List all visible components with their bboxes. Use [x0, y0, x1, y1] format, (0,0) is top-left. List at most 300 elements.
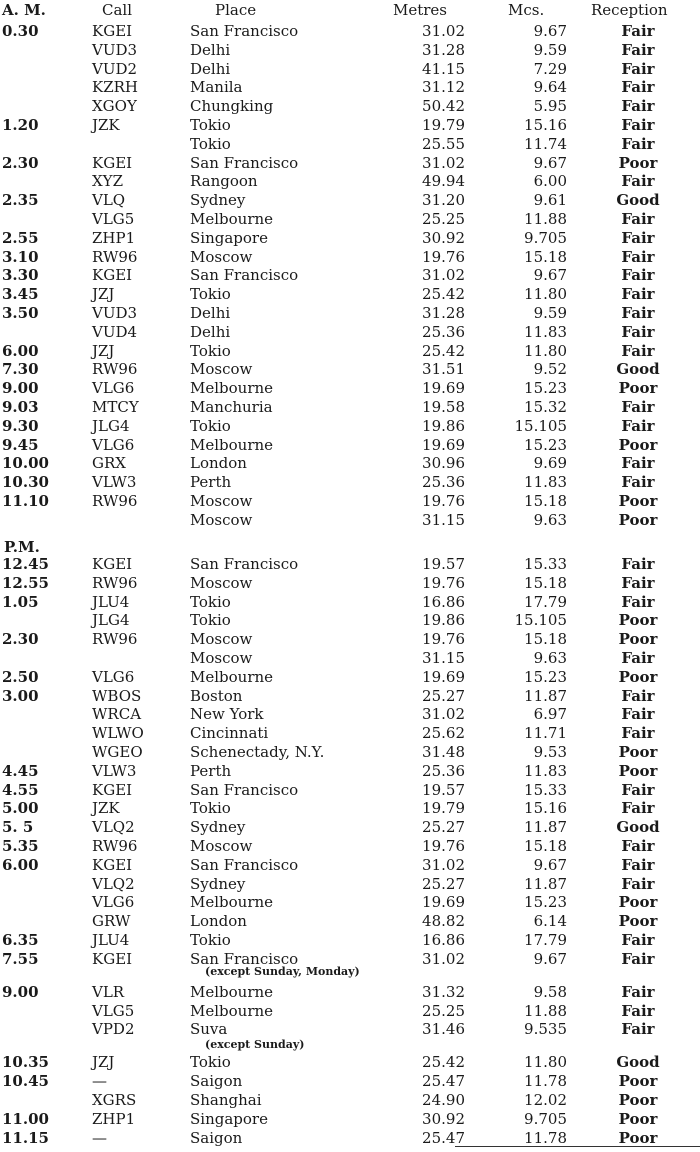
schedule-row	[0, 323, 700, 342]
mcs-cell: 12.02	[524, 1091, 567, 1109]
time-cell: 10.00	[2, 454, 49, 473]
metres-cell: 31.12	[422, 78, 465, 97]
reception-cell: Poor	[618, 743, 658, 761]
reception-cell: Fair	[621, 416, 655, 435]
reception-cell: Fair	[621, 172, 655, 191]
reception-cell: Fair	[621, 116, 655, 134]
mcs-cell: 15.105	[514, 611, 567, 630]
reception-cell: Fair	[621, 247, 655, 266]
schedule-row	[0, 705, 700, 724]
schedule-row	[0, 649, 700, 668]
reception-cell: Fair	[621, 454, 655, 473]
place-cell: Tokio	[190, 341, 231, 360]
metres-cell: 25.42	[422, 341, 465, 360]
call-cell: VLQ	[92, 191, 126, 210]
place-cell: Delhi	[190, 59, 231, 78]
reception-cell: Fair	[621, 1020, 655, 1039]
place-cell: Tokio	[190, 931, 231, 949]
mcs-cell: 11.87	[524, 874, 567, 893]
mcs-cell: 11.71	[524, 724, 567, 743]
call-cell: WBOS	[92, 686, 142, 705]
place-cell: San Francisco	[190, 153, 299, 172]
schedule-row	[0, 555, 700, 574]
bottom-rule	[455, 1146, 700, 1147]
mcs-cell: 9.69	[533, 454, 567, 473]
mcs-cell: 9.67	[533, 153, 567, 172]
mcs-cell: 11.87	[524, 686, 567, 705]
metres-cell: 19.79	[422, 116, 465, 134]
schedule-row	[0, 379, 700, 398]
schedule-row	[0, 611, 700, 630]
call-cell: VLR	[92, 982, 125, 1001]
time-cell: 10.45	[2, 1072, 49, 1091]
schedule-row	[0, 668, 700, 687]
mcs-cell: 15.18	[524, 837, 567, 855]
schedule-row	[0, 781, 700, 800]
am-header: A. M.	[2, 1, 46, 19]
metres-cell: 31.02	[422, 705, 465, 724]
place-cell: Schenectady, N.Y.	[190, 743, 325, 761]
place-cell: Tokio	[190, 592, 231, 611]
schedule-row	[0, 630, 700, 649]
time-cell: 5.35	[2, 837, 39, 855]
schedule-row	[0, 574, 700, 593]
metres-cell: 24.90	[422, 1091, 465, 1109]
mcs-cell: 9.64	[533, 78, 567, 97]
place-cell: Moscow	[190, 492, 253, 510]
schedule-row	[0, 1110, 700, 1129]
time-cell: 10.35	[2, 1053, 49, 1072]
metres-cell: 25.47	[422, 1128, 465, 1147]
reception-cell: Good	[616, 360, 660, 379]
schedule-row	[0, 22, 700, 41]
reception-cell: Fair	[621, 266, 655, 285]
metres-cell: 25.62	[422, 724, 465, 743]
time-cell: 0.30	[2, 22, 39, 40]
reception-cell: Fair	[621, 649, 655, 667]
mcs-cell: 11.88	[524, 1001, 567, 1020]
call-cell: VUD2	[92, 59, 138, 78]
reception-cell: Fair	[621, 949, 655, 968]
place-cell: New York	[190, 705, 264, 724]
metres-cell: 31.02	[422, 949, 465, 968]
reception-cell: Fair	[621, 799, 655, 818]
metres-cell: 25.36	[422, 473, 465, 492]
time-cell: 3.45	[2, 285, 39, 304]
time-cell: 3.10	[2, 247, 39, 266]
metres-cell: 19.57	[422, 555, 465, 573]
metres-cell: 25.55	[422, 134, 465, 153]
metres-cell: 31.46	[422, 1020, 465, 1039]
place-cell: Tokio	[190, 134, 231, 153]
reception-cell: Fair	[621, 592, 655, 611]
schedule-row	[0, 135, 700, 154]
time-cell: 9.00	[2, 379, 39, 398]
time-cell: 6.00	[2, 855, 39, 874]
place-cell: San Francisco	[190, 555, 299, 573]
mcs-cell: 9.535	[524, 1020, 567, 1039]
place-cell: Tokio	[190, 1053, 231, 1072]
place-cell: Moscow	[190, 360, 253, 379]
place-cell: Tokio	[190, 611, 231, 630]
call-cell: JLG4	[92, 611, 130, 630]
schedule-row	[0, 1091, 700, 1110]
place-cell: Moscow	[190, 630, 253, 649]
call-cell: VUD4	[92, 322, 138, 341]
mcs-cell: 9.67	[533, 266, 567, 285]
mcs-cell: 15.18	[524, 247, 567, 266]
metres-cell: 31.02	[422, 855, 465, 874]
schedule-row	[0, 266, 700, 285]
reception-cell: Fair	[621, 322, 655, 341]
call-cell: WRCA	[92, 705, 142, 724]
place-cell: Delhi	[190, 304, 231, 322]
schedule-row	[0, 983, 700, 1002]
schedule-row	[0, 360, 700, 379]
mcs-cell: 15.23	[524, 893, 567, 912]
reception-header: Reception	[591, 1, 668, 19]
metres-cell: 31.15	[422, 649, 465, 667]
metres-cell: 25.27	[422, 874, 465, 893]
mcs-cell: 9.67	[533, 22, 567, 40]
call-cell: JZK	[92, 116, 120, 134]
place-cell: Manchuria	[190, 398, 273, 416]
metres-cell: 25.36	[422, 322, 465, 341]
schedule-row	[0, 116, 700, 135]
reception-cell: Fair	[621, 228, 655, 247]
schedule-row	[0, 762, 700, 781]
schedule-row	[0, 1020, 700, 1039]
mcs-cell: 9.63	[533, 510, 567, 529]
place-cell: Sydney	[190, 818, 246, 837]
schedule-row	[0, 342, 700, 361]
metres-cell: 30.92	[422, 228, 465, 247]
reception-cell: Poor	[618, 611, 658, 630]
call-cell: MTCY	[92, 398, 139, 416]
mcs-cell: 11.80	[524, 341, 567, 360]
metres-cell: 50.42	[422, 97, 465, 116]
reception-cell: Fair	[621, 78, 655, 97]
place-cell: San Francisco	[190, 949, 299, 968]
place-cell: Suva	[190, 1020, 228, 1039]
call-cell: RW96	[92, 360, 138, 379]
reception-cell: Fair	[621, 22, 655, 40]
metres-cell: 19.69	[422, 893, 465, 912]
mcs-cell: 15.23	[524, 667, 567, 686]
reception-cell: Poor	[618, 153, 658, 172]
place-cell: Melbourne	[190, 982, 274, 1001]
schedule-row	[0, 41, 700, 60]
reception-cell: Fair	[621, 1001, 655, 1020]
schedule-row	[0, 1053, 700, 1072]
place-cell: Sydney	[190, 191, 246, 210]
place-header: Place	[215, 1, 257, 19]
place-cell: Perth	[190, 473, 232, 492]
reception-cell: Fair	[621, 837, 655, 855]
call-cell: JZK	[92, 799, 120, 818]
schedule-row	[0, 511, 700, 530]
place-cell: Moscow	[190, 510, 253, 529]
call-cell: ZHP1	[92, 228, 136, 247]
metres-cell: 16.86	[422, 592, 465, 611]
call-cell: VLQ2	[92, 818, 135, 837]
schedule-row	[0, 837, 700, 856]
call-cell: RW96	[92, 837, 138, 855]
place-cell: Melbourne	[190, 210, 274, 228]
call-cell: XGOY	[92, 97, 137, 116]
metres-cell: 48.82	[422, 912, 465, 931]
schedule-row	[0, 229, 700, 248]
time-cell: 11.10	[2, 492, 49, 510]
mcs-cell: 9.58	[533, 982, 567, 1001]
reception-cell: Poor	[618, 667, 658, 686]
mcs-cell: 11.80	[524, 285, 567, 304]
metres-cell: 41.15	[422, 59, 465, 78]
reception-cell: Poor	[618, 1091, 658, 1109]
time-cell: 4.45	[2, 761, 39, 780]
call-cell: —	[92, 1072, 107, 1091]
schedule-row	[0, 593, 700, 612]
place-cell: Melbourne	[190, 667, 274, 686]
metres-cell: 19.76	[422, 837, 465, 855]
reception-cell: Poor	[618, 1109, 658, 1128]
metres-cell: 25.47	[422, 1072, 465, 1091]
mcs-header: Mcs.	[508, 1, 545, 19]
place-cell: Tokio	[190, 285, 231, 304]
metres-cell: 30.96	[422, 454, 465, 473]
metres-cell: 19.76	[422, 630, 465, 649]
time-cell: 9.03	[2, 398, 39, 416]
time-cell: 3.50	[2, 304, 39, 322]
metres-cell: 31.02	[422, 22, 465, 40]
call-cell: WGEO	[92, 743, 143, 761]
call-cell: GRW	[92, 912, 131, 931]
time-cell: 1.05	[2, 592, 39, 611]
time-cell: 2.35	[2, 191, 39, 210]
call-cell: VUD3	[92, 304, 138, 322]
time-cell: 5. 5	[2, 818, 34, 837]
reception-cell: Fair	[621, 555, 655, 573]
schedule-row	[0, 248, 700, 267]
time-cell: 3.30	[2, 266, 39, 285]
metres-cell: 19.58	[422, 398, 465, 416]
reception-cell: Good	[616, 818, 660, 837]
metres-cell: 31.28	[422, 40, 465, 59]
reception-cell: Poor	[618, 1128, 658, 1147]
metres-cell: 19.69	[422, 667, 465, 686]
place-cell: San Francisco	[190, 22, 299, 40]
call-cell: RW96	[92, 492, 138, 510]
reception-cell: Fair	[621, 780, 655, 799]
reception-cell: Fair	[621, 705, 655, 724]
call-cell: VLG5	[92, 210, 135, 228]
mcs-cell: 15.18	[524, 573, 567, 592]
schedule-row	[0, 398, 700, 417]
place-cell: Melbourne	[190, 893, 274, 912]
mcs-cell: 17.79	[524, 592, 567, 611]
reception-cell: Poor	[618, 912, 658, 931]
reception-cell: Poor	[618, 1072, 658, 1091]
call-cell: ZHP1	[92, 1109, 136, 1128]
mcs-cell: 6.97	[533, 705, 567, 724]
place-cell: San Francisco	[190, 780, 299, 799]
reception-cell: Fair	[621, 97, 655, 116]
place-cell: Saigon	[190, 1128, 243, 1147]
mcs-cell: 15.18	[524, 492, 567, 510]
place-cell: Tokio	[190, 116, 231, 134]
call-cell: KGEI	[92, 949, 133, 968]
reception-cell: Fair	[621, 724, 655, 743]
reception-cell: Poor	[618, 630, 658, 649]
time-cell: 6.35	[2, 931, 39, 949]
place-cell: San Francisco	[190, 855, 299, 874]
place-cell: San Francisco	[190, 266, 299, 285]
schedule-row	[0, 492, 700, 511]
place-cell: Manila	[190, 78, 243, 97]
time-cell: 12.55	[2, 573, 49, 592]
time-cell: 11.00	[2, 1109, 49, 1128]
schedule-row	[0, 743, 700, 762]
call-cell: JLU4	[92, 931, 130, 949]
schedule-row	[0, 818, 700, 837]
call-cell: VLG6	[92, 893, 135, 912]
metres-cell: 31.02	[422, 153, 465, 172]
mcs-cell: 9.705	[524, 1109, 567, 1128]
mcs-cell: 7.29	[533, 59, 567, 78]
reception-cell: Fair	[621, 341, 655, 360]
schedule-row	[0, 97, 700, 116]
call-cell: XYZ	[92, 172, 124, 191]
pm-label: P.M.	[4, 538, 40, 556]
metres-cell: 16.86	[422, 931, 465, 949]
call-cell: JZJ	[92, 1053, 115, 1072]
mcs-cell: 15.16	[524, 116, 567, 134]
time-cell: 9.00	[2, 982, 39, 1001]
mcs-cell: 15.16	[524, 799, 567, 818]
schedule-row	[0, 1129, 700, 1148]
reception-cell: Good	[616, 191, 660, 210]
place-cell: Sydney	[190, 874, 246, 893]
schedule-row	[0, 875, 700, 894]
mcs-cell: 15.33	[524, 780, 567, 799]
schedule-row	[0, 912, 700, 931]
reception-cell: Fair	[621, 686, 655, 705]
reception-cell: Fair	[621, 398, 655, 416]
place-cell: Melbourne	[190, 379, 274, 398]
schedule-row	[0, 724, 700, 743]
metres-cell: 25.25	[422, 1001, 465, 1020]
schedule-row	[0, 304, 700, 323]
mcs-cell: 11.74	[524, 134, 567, 153]
place-cell: Cincinnati	[190, 724, 269, 743]
reception-cell: Poor	[618, 761, 658, 780]
schedule-row	[0, 1072, 700, 1091]
mcs-cell: 15.23	[524, 435, 567, 454]
metres-cell: 19.76	[422, 492, 465, 510]
mcs-cell: 15.23	[524, 379, 567, 398]
call-cell: KGEI	[92, 780, 133, 799]
call-cell: KGEI	[92, 22, 133, 40]
call-cell: VUD3	[92, 40, 138, 59]
call-cell: KGEI	[92, 153, 133, 172]
reception-cell: Fair	[621, 210, 655, 228]
place-cell: Shanghai	[190, 1091, 262, 1109]
reception-cell: Poor	[618, 893, 658, 912]
mcs-cell: 9.61	[533, 191, 567, 210]
place-cell: London	[190, 454, 247, 473]
time-cell: 7.55	[2, 949, 39, 968]
metres-cell: 31.20	[422, 191, 465, 210]
place-cell: Moscow	[190, 649, 253, 667]
reception-cell: Fair	[621, 285, 655, 304]
call-cell: JLG4	[92, 416, 130, 435]
time-cell: 2.55	[2, 228, 39, 247]
call-cell: —	[92, 1128, 107, 1147]
note-except-sunday: (except Sunday)	[205, 1038, 305, 1051]
reception-cell: Poor	[618, 492, 658, 510]
place-cell: Saigon	[190, 1072, 243, 1091]
metres-cell: 49.94	[422, 172, 465, 191]
schedule-row	[0, 893, 700, 912]
mcs-cell: 15.32	[524, 398, 567, 416]
mcs-cell: 11.78	[524, 1072, 567, 1091]
call-cell: JZJ	[92, 341, 115, 360]
schedule-row	[0, 154, 700, 173]
call-cell: VLG5	[92, 1001, 135, 1020]
time-cell: 6.00	[2, 341, 39, 360]
metres-cell: 25.36	[422, 761, 465, 780]
reception-cell: Fair	[621, 982, 655, 1001]
reception-cell: Fair	[621, 134, 655, 153]
mcs-cell: 9.53	[533, 743, 567, 761]
time-cell: 3.00	[2, 686, 39, 705]
call-cell: VLG6	[92, 667, 135, 686]
call-cell: JZJ	[92, 285, 115, 304]
place-cell: Moscow	[190, 573, 253, 592]
metres-cell: 19.69	[422, 435, 465, 454]
call-cell: VLW3	[92, 761, 137, 780]
time-cell: 7.30	[2, 360, 39, 379]
metres-cell: 31.51	[422, 360, 465, 379]
schedule-row	[0, 931, 700, 950]
place-cell: Tokio	[190, 416, 231, 435]
reception-cell: Good	[616, 1053, 660, 1072]
call-cell: VLG6	[92, 379, 135, 398]
time-cell: 1.20	[2, 116, 39, 134]
metres-cell: 19.69	[422, 379, 465, 398]
reception-cell: Poor	[618, 435, 658, 454]
time-cell: 10.30	[2, 473, 49, 492]
time-cell: 9.30	[2, 416, 39, 435]
place-cell: London	[190, 912, 247, 931]
mcs-cell: 5.95	[533, 97, 567, 116]
schedule-row	[0, 172, 700, 191]
call-cell: VLQ2	[92, 874, 135, 893]
place-cell: Chungking	[190, 97, 274, 116]
metres-cell: 19.76	[422, 573, 465, 592]
place-cell: Boston	[190, 686, 243, 705]
reception-cell: Fair	[621, 573, 655, 592]
place-cell: Delhi	[190, 40, 231, 59]
metres-cell: 25.42	[422, 285, 465, 304]
metres-cell: 19.76	[422, 247, 465, 266]
mcs-cell: 11.78	[524, 1128, 567, 1147]
reception-cell: Fair	[621, 855, 655, 874]
metres-cell: 19.57	[422, 780, 465, 799]
call-cell: VLW3	[92, 473, 137, 492]
mcs-cell: 11.80	[524, 1053, 567, 1072]
metres-cell: 19.86	[422, 611, 465, 630]
